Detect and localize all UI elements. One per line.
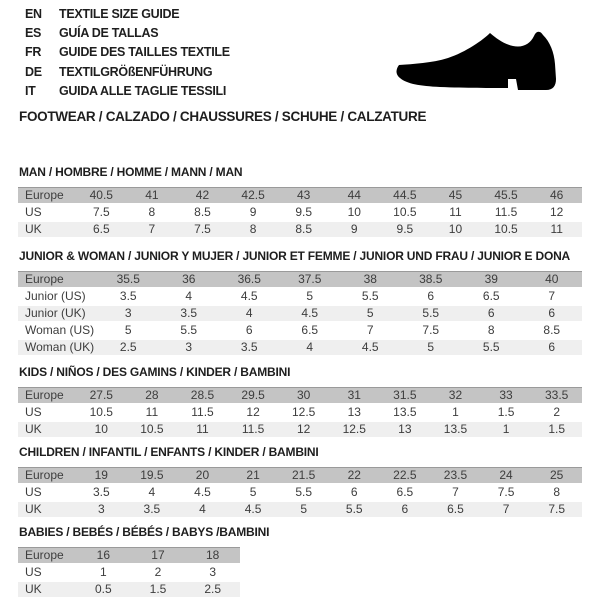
size-value: 5.5 <box>329 502 380 519</box>
table-row <box>18 387 582 405</box>
size-value: 4.5 <box>177 485 228 502</box>
language-label: TEXTILE SIZE GUIDE <box>59 7 180 21</box>
size-value: 5 <box>280 289 341 306</box>
table-row <box>18 271 582 289</box>
row-label: Junior (US) <box>18 289 98 306</box>
size-value: 4.5 <box>340 340 401 357</box>
size-value: 6 <box>329 485 380 502</box>
table-row <box>18 222 582 239</box>
size-table-children <box>18 467 582 519</box>
size-value: 4 <box>177 502 228 519</box>
size-value: 45.5 <box>481 187 532 205</box>
size-value: 38.5 <box>401 271 462 289</box>
size-value: 6 <box>380 502 431 519</box>
size-value: 6 <box>219 323 280 340</box>
size-value: 11 <box>177 422 228 439</box>
size-value: 6.5 <box>280 323 341 340</box>
language-title-list <box>25 5 230 101</box>
size-value: 4.5 <box>228 502 279 519</box>
size-value: 19.5 <box>127 467 178 485</box>
size-value: 7.5 <box>531 502 582 519</box>
size-value: 37.5 <box>280 271 341 289</box>
size-value: 31 <box>329 387 380 405</box>
size-value: 30 <box>278 387 329 405</box>
language-row-de <box>25 63 230 82</box>
size-section-junior-woman <box>18 250 582 357</box>
size-value: 9 <box>329 222 380 239</box>
language-code: DE <box>25 64 42 79</box>
size-value: 5.5 <box>340 289 401 306</box>
size-value: 40 <box>522 271 583 289</box>
table-row <box>18 306 582 323</box>
size-value: 8 <box>461 323 522 340</box>
size-table-man <box>18 187 582 239</box>
size-value: 7 <box>481 502 532 519</box>
size-value: 21 <box>228 467 279 485</box>
table-row <box>18 289 582 306</box>
table-row <box>18 502 582 519</box>
language-row-es <box>25 24 230 43</box>
table-row <box>18 323 582 340</box>
language-row-fr <box>25 43 230 62</box>
table-row <box>18 422 582 439</box>
size-value: 1 <box>76 565 131 582</box>
size-table-babies <box>18 547 240 599</box>
size-value: 33 <box>481 387 532 405</box>
size-value: 3.5 <box>98 289 159 306</box>
size-value: 7 <box>340 323 401 340</box>
size-value: 2 <box>131 565 186 582</box>
section-title: MAN / HOMBRE / HOMME / MANN / MAN <box>19 165 243 179</box>
language-code: IT <box>25 83 36 98</box>
size-value: 10 <box>329 205 380 222</box>
size-value: 10 <box>76 422 127 439</box>
size-value: 4 <box>219 306 280 323</box>
size-value: 0.5 <box>76 582 131 599</box>
size-value: 22 <box>329 467 380 485</box>
size-value: 45 <box>430 187 481 205</box>
size-section-children <box>18 446 582 519</box>
size-value: 5.5 <box>401 306 462 323</box>
size-value: 43 <box>278 187 329 205</box>
table-row <box>18 467 582 485</box>
size-value: 1 <box>430 405 481 422</box>
size-value: 1.5 <box>481 405 532 422</box>
language-label: GUÍA DE TALLAS <box>59 26 159 41</box>
size-value: 16 <box>76 547 131 565</box>
size-value: 10.5 <box>380 205 431 222</box>
size-value: 3 <box>159 340 220 357</box>
size-value: 7.5 <box>401 323 462 340</box>
row-label: Europe <box>18 467 76 485</box>
size-value: 11 <box>127 405 178 422</box>
size-value: 4 <box>159 289 220 306</box>
table-row <box>18 565 240 582</box>
size-value: 21.5 <box>278 467 329 485</box>
size-value: 12 <box>531 205 582 222</box>
size-value: 9.5 <box>380 222 431 239</box>
size-value: 23.5 <box>430 467 481 485</box>
size-section-babies <box>18 526 582 599</box>
size-value: 4.5 <box>280 306 341 323</box>
table-row <box>18 405 582 422</box>
size-value: 29.5 <box>228 387 279 405</box>
size-value: 44.5 <box>380 187 431 205</box>
size-value: 8 <box>228 222 279 239</box>
size-value: 10.5 <box>481 222 532 239</box>
row-label: Europe <box>18 387 76 405</box>
size-value: 12.5 <box>329 422 380 439</box>
language-label: TEXTILGRÖßENFÜHRUNG <box>59 64 213 79</box>
size-value: 3 <box>76 502 127 519</box>
size-value: 33.5 <box>531 387 582 405</box>
size-value: 5 <box>278 502 329 519</box>
size-value: 6 <box>401 289 462 306</box>
size-value: 18 <box>185 547 240 565</box>
size-value: 9 <box>228 205 279 222</box>
section-title: JUNIOR & WOMAN / JUNIOR Y MUJER / JUNIOR ET FEMME / JUNIOR UND FRAU / JUNIOR E DONA <box>19 249 571 263</box>
size-value: 11.5 <box>481 205 532 222</box>
size-value: 46 <box>531 187 582 205</box>
row-label: Europe <box>18 271 98 289</box>
row-label: US <box>18 485 76 502</box>
size-value: 6 <box>522 340 583 357</box>
size-value: 9.5 <box>278 205 329 222</box>
size-table-junior-woman <box>18 271 582 357</box>
size-value: 25 <box>531 467 582 485</box>
size-value: 28.5 <box>177 387 228 405</box>
size-value: 36.5 <box>219 271 280 289</box>
size-value: 22.5 <box>380 467 431 485</box>
row-label: UK <box>18 502 76 519</box>
size-value: 6.5 <box>461 289 522 306</box>
size-value: 5 <box>340 306 401 323</box>
size-value: 38 <box>340 271 401 289</box>
size-value: 7.5 <box>177 222 228 239</box>
size-value: 11.5 <box>228 422 279 439</box>
size-value: 28 <box>127 387 178 405</box>
row-label: US <box>18 205 76 222</box>
size-value: 6.5 <box>430 502 481 519</box>
size-value: 10.5 <box>127 422 178 439</box>
size-value: 1 <box>481 422 532 439</box>
table-row <box>18 547 240 565</box>
size-value: 31.5 <box>380 387 431 405</box>
table-row <box>18 187 582 205</box>
size-value: 5 <box>98 323 159 340</box>
size-value: 6 <box>522 306 583 323</box>
size-value: 10 <box>430 222 481 239</box>
section-title: CHILDREN / INFANTIL / ENFANTS / KINDER / BAMBINI <box>19 445 319 459</box>
size-value: 5.5 <box>461 340 522 357</box>
size-value: 1.5 <box>131 582 186 599</box>
size-value: 3.5 <box>127 502 178 519</box>
language-label: GUIDA ALLE TAGLIE TESSILI <box>59 83 227 98</box>
size-value: 12.5 <box>278 405 329 422</box>
language-code: FR <box>25 45 42 60</box>
size-value: 12 <box>228 405 279 422</box>
section-title: KIDS / NIÑOS / DES GAMINS / KINDER / BAMBINI <box>19 365 291 379</box>
language-label: GUIDE DES TAILLES TEXTILE <box>59 45 230 60</box>
table-row <box>18 205 582 222</box>
row-label: UK <box>18 582 76 599</box>
row-label: Europe <box>18 187 76 205</box>
row-label: US <box>18 565 76 582</box>
row-label: UK <box>18 222 76 239</box>
size-value: 12 <box>278 422 329 439</box>
size-value: 7.5 <box>481 485 532 502</box>
size-value: 13.5 <box>380 405 431 422</box>
row-label: Europe <box>18 547 76 565</box>
size-value: 4 <box>280 340 341 357</box>
size-value: 7 <box>430 485 481 502</box>
size-value: 6.5 <box>380 485 431 502</box>
size-value: 19 <box>76 467 127 485</box>
language-code: EN <box>25 7 42 21</box>
row-label: UK <box>18 422 76 439</box>
size-value: 32 <box>430 387 481 405</box>
size-value: 40.5 <box>76 187 127 205</box>
table-row <box>18 340 582 357</box>
size-value: 6 <box>461 306 522 323</box>
size-value: 11.5 <box>177 405 228 422</box>
size-value: 7 <box>522 289 583 306</box>
size-value: 36 <box>159 271 220 289</box>
size-value: 41 <box>127 187 178 205</box>
section-title: BABIES / BEBÉS / BÉBÉS / BABYS /BAMBINI <box>19 525 270 539</box>
language-row-it <box>25 82 230 101</box>
size-table-sections <box>18 166 582 600</box>
dress-shoe-icon <box>396 26 572 94</box>
size-value: 24 <box>481 467 532 485</box>
size-value: 8.5 <box>278 222 329 239</box>
size-value: 5.5 <box>159 323 220 340</box>
size-value: 2.5 <box>98 340 159 357</box>
size-value: 3.5 <box>159 306 220 323</box>
size-value: 6.5 <box>76 222 127 239</box>
row-label: US <box>18 405 76 422</box>
size-value: 13.5 <box>430 422 481 439</box>
size-section-man <box>18 166 582 239</box>
size-value: 2.5 <box>185 582 240 599</box>
language-code: ES <box>25 26 42 41</box>
size-value: 27.5 <box>76 387 127 405</box>
size-value: 17 <box>131 547 186 565</box>
size-value: 5 <box>401 340 462 357</box>
size-value: 35.5 <box>98 271 159 289</box>
size-section-kids <box>18 366 582 439</box>
size-value: 7 <box>127 222 178 239</box>
size-value: 5.5 <box>278 485 329 502</box>
size-value: 11 <box>531 222 582 239</box>
size-value: 13 <box>380 422 431 439</box>
language-row-en <box>25 5 230 24</box>
size-value: 1.5 <box>531 422 582 439</box>
size-value: 8 <box>531 485 582 502</box>
row-label: Woman (UK) <box>18 340 98 357</box>
size-value: 11 <box>430 205 481 222</box>
size-value: 3 <box>98 306 159 323</box>
size-value: 4 <box>127 485 178 502</box>
table-row <box>18 485 582 502</box>
size-value: 8.5 <box>177 205 228 222</box>
size-value: 42 <box>177 187 228 205</box>
size-value: 8.5 <box>522 323 583 340</box>
size-value: 3.5 <box>219 340 280 357</box>
size-value: 13 <box>329 405 380 422</box>
size-value: 20 <box>177 467 228 485</box>
size-value: 3 <box>185 565 240 582</box>
size-table-kids <box>18 387 582 439</box>
size-value: 8 <box>127 205 178 222</box>
size-value: 10.5 <box>76 405 127 422</box>
size-value: 39 <box>461 271 522 289</box>
row-label: Junior (UK) <box>18 306 98 323</box>
size-value: 2 <box>531 405 582 422</box>
size-value: 44 <box>329 187 380 205</box>
size-value: 42.5 <box>228 187 279 205</box>
size-value: 7.5 <box>76 205 127 222</box>
row-label: Woman (US) <box>18 323 98 340</box>
size-value: 3.5 <box>76 485 127 502</box>
size-value: 4.5 <box>219 289 280 306</box>
size-value: 5 <box>228 485 279 502</box>
table-row <box>18 582 240 599</box>
category-title: FOOTWEAR / CALZADO / CHAUSSURES / SCHUHE / CALZATURE <box>19 109 427 124</box>
